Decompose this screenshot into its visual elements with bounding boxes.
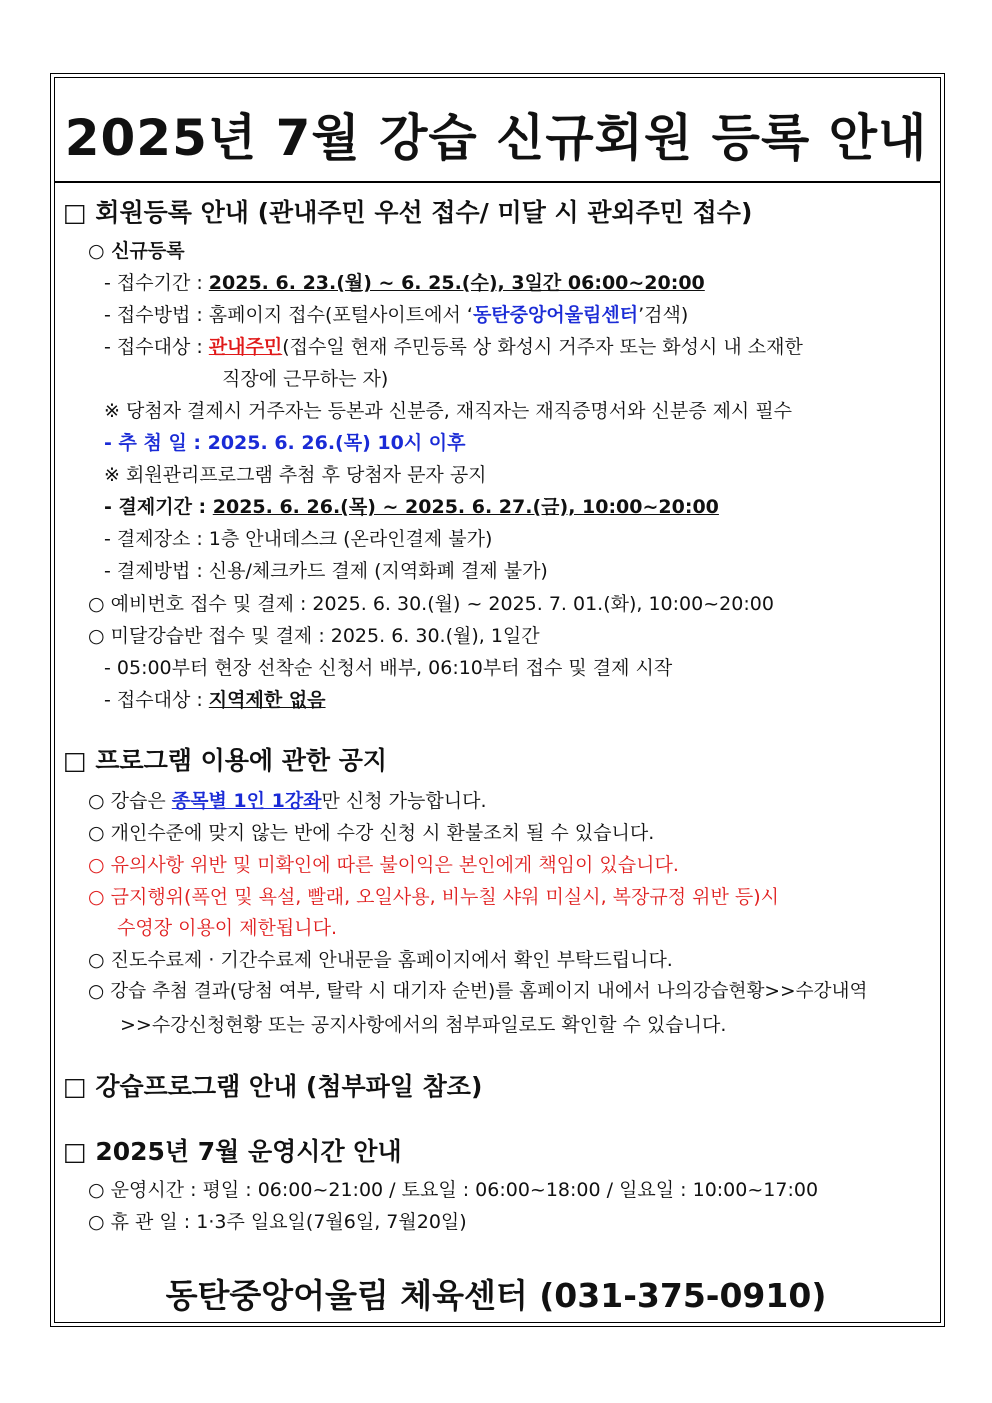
section-class-program-heading: □ 강습프로그램 안내 (첨부파일 참조) xyxy=(63,1072,483,1101)
registration-period-label: - 접수기간 : xyxy=(104,272,209,294)
center-contact-footer: 동탄중앙어울림 체육센터 (031-375-0910) xyxy=(165,1276,827,1315)
notice-item-2: ○ 개인수준에 맞지 않는 반에 수강 신청 시 환불조치 될 수 있습니다. xyxy=(88,822,655,844)
registration-target-label: - 접수대상 : xyxy=(104,336,209,358)
payment-method: - 결제방법 : 신용/체크카드 결제 (지역화폐 결제 불가) xyxy=(104,560,548,582)
notice-item-3: ○ 유의사항 위반 및 미확인에 따른 불이익은 본인에게 책임이 있습니다. xyxy=(88,854,679,876)
unfilled-target-value: 지역제한 없음 xyxy=(208,689,326,711)
reserve-number-info: ○ 예비번호 접수 및 결제 : 2025. 6. 30.(월) ~ 2025. 7. 01.(화), 10:00~20:00 xyxy=(88,593,774,615)
registration-target-line2: 직장에 근무하는 자) xyxy=(222,368,389,390)
page-title: 2025년 7월 강습 신규회원 등록 안내 xyxy=(64,109,928,167)
unfilled-class-detail: - 05:00부터 현장 선착순 신청서 배부, 06:10부터 접수 및 결제 시작 xyxy=(104,657,673,679)
unfilled-class-info: ○ 미달강습반 접수 및 결제 : 2025. 6. 30.(월), 1일간 xyxy=(88,625,540,647)
payment-period-value: 2025. 6. 26.(목) ~ 2025. 6. 27.(금), 10:00~20:00 xyxy=(212,496,719,518)
section-operating-hours-heading: □ 2025년 7월 운영시간 안내 xyxy=(63,1137,402,1166)
one-class-highlight: 종목별 1인 1강좌 xyxy=(171,790,322,812)
notice-item-5: ○ 진도수료제 · 기간수료제 안내문을 홈페이지에서 확인 부탁드립니다. xyxy=(88,949,673,971)
draw-sms-note: ※ 회원관리프로그램 추첨 후 당첨자 문자 공지 xyxy=(104,464,487,486)
section-program-notice-heading: □ 프로그램 이용에 관한 공지 xyxy=(63,746,388,775)
draw-date: - 추 첨 일 : 2025. 6. 26.(목) 10시 이후 xyxy=(104,432,466,454)
local-resident-highlight: 관내주민 xyxy=(208,336,283,358)
section-registration-heading: □ 회원등록 안내 (관내주민 우선 접수/ 미달 시 관외주민 접수) xyxy=(63,198,753,227)
unfilled-target xyxy=(104,685,326,712)
registration-period xyxy=(104,268,705,295)
notice-item-6: ○ 강습 추첨 결과(당첨 여부, 탈락 시 대기자 순번)를 홈페이지 내에서 나의강습현황>>수강내역 xyxy=(88,981,868,1002)
winner-payment-note: ※ 당첨자 결제시 거주자는 등본과 신분증, 재직자는 재직증명서와 신분증 제시 필수 xyxy=(104,400,793,422)
title-divider xyxy=(54,182,941,183)
center-name-highlight: 동탄중앙어울림센터 xyxy=(472,304,639,326)
notice-item-1-post: 만 신청 가능합니다. xyxy=(321,790,487,812)
operating-hours: ○ 운영시간 : 평일 : 06:00~21:00 / 토요일 : 06:00~18:00 / 일요일 : 10:00~17:00 xyxy=(88,1179,819,1201)
registration-method-tail: ’검색) xyxy=(638,304,689,326)
new-registration-label: ○ 신규등록 xyxy=(88,240,185,262)
closed-days: ○ 휴 관 일 : 1·3주 일요일(7월6일, 7월20일) xyxy=(88,1211,467,1233)
registration-target xyxy=(104,332,803,359)
registration-target-tail: (접수일 현재 주민등록 상 화성시 거주자 또는 화성시 내 소재한 xyxy=(282,336,803,358)
notice-item-6-line2: >>수강신청현황 또는 공지사항에서의 첨부파일로도 확인할 수 있습니다. xyxy=(120,1014,727,1036)
notice-item-4-line2: 수영장 이용이 제한됩니다. xyxy=(117,917,338,939)
payment-place: - 결제장소 : 1층 안내데스크 (온라인결제 불가) xyxy=(104,528,493,550)
notice-item-1-pre: ○ 강습은 xyxy=(88,790,172,812)
registration-method xyxy=(104,300,688,327)
unfilled-target-label: - 접수대상 : xyxy=(104,689,209,711)
registration-period-value: 2025. 6. 23.(월) ~ 6. 25.(수), 3일간 06:00~20:00 xyxy=(208,272,705,294)
registration-method-label: - 접수방법 : 홈페이지 접수(포털사이트에서 ‘ xyxy=(104,304,473,326)
payment-period-label: - 결제기간 : xyxy=(104,496,213,518)
notice-item-4: ○ 금지행위(폭언 및 욕설, 빨래, 오일사용, 비누칠 샤워 미실시, 복장규정 위반 등)시 xyxy=(88,886,779,908)
notice-item-1 xyxy=(88,786,486,813)
payment-period xyxy=(104,492,719,519)
